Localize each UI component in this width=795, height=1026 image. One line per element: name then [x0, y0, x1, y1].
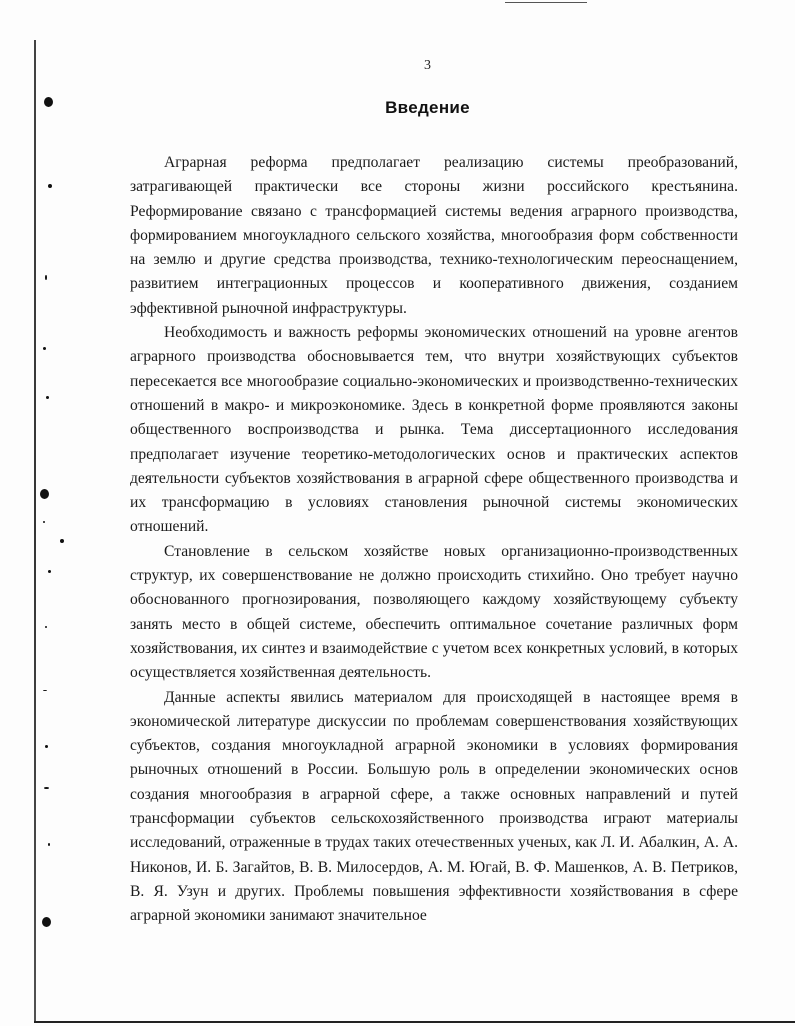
- scan-speck: [43, 690, 47, 691]
- scan-speck: [45, 275, 47, 280]
- paragraph: Необходимость и важность реформы экономических отношений на уровне агентов аграрного производства обосновывается тем, что внутри хозяйствующих субъектов пересекается все многообразие социально-экономических и производственно-технических отношений в макро- и микроэкономике. Здесь в конкретной форме проявляются законы общественного воспроизводства и рынка. Тема диссертационного исследования предполагает изучение теоретико-методологических основ и практических аспектов деятельности субъектов хозяйствования в аграрной сфере общественного производства и их трансформацию в условиях становления рыночной системы экономических отношений.: [130, 324, 738, 536]
- paragraph: Становление в сельском хозяйстве новых организационно-производственных структур, их совершенствование не должно происходить стихийно. Оно требует научно обоснованного прогнозирования, позволяющего каждому хозяйствующему субъекту занять место в общей системе, обеспечить оптимальное сочетание различных форм хозяйствования, их синтез и взаимодействие с учетом всех конкретных условий, в которых осуществляется хозяйственная деятельность.: [130, 542, 738, 682]
- scan-bottom-edge: [34, 1021, 795, 1023]
- scan-speck: [43, 347, 46, 350]
- scan-top-rule: [505, 2, 587, 3]
- scan-speck: [46, 396, 49, 399]
- scan-speck: [42, 917, 51, 927]
- scan-speck: [48, 184, 52, 188]
- body-text: [130, 151, 738, 929]
- scan-speck: [40, 489, 49, 499]
- paragraph: Аграрная реформа предполагает реализацию системы преобразований, затрагивающей практически все стороны жизни российского крестьянина. Реформирование связано с трансформацией системы ведения аграрного производства, формированием многоукладного сельского хозяйства, многообразия форм собственности на землю и другие средства производства, технико-технологическим переоснащением, развитием интеграционных процессов и кооперативного движения, созданием эффективной рыночной инфраструктуры.: [130, 154, 738, 317]
- scan-speck: [60, 539, 64, 543]
- scan-speck: [48, 570, 51, 573]
- section-heading: Введение: [385, 98, 470, 117]
- paragraph: Данные аспекты явились материалом для происходящей в настоящее время в экономической литературе дискуссии по проблемам совершенствования хозяйствующих субъектов, создания многоукладной аграрной экономики в условиях формирования рыночных отношений в России. Большую роль в определении экономических основ создания многообразия в аграрной сфере, а также основных направлений и путей трансформации субъектов сельскохозяйственного производства играют материалы исследований, отраженные в трудах таких отечественных ученых, как Л. И. Абалкин, А. А. Никонов, И. Б. Загайтов, В. В. Милосердов, А. М. Югай, В. Ф. Машенков, А. В. Петриков, В. Я. Узун и других. Проблемы повышения эффективности хозяйствования в сфере аграрной экономики занимают значительное: [130, 688, 738, 925]
- scan-speck: [48, 843, 50, 846]
- scan-left-edge: [34, 40, 36, 1022]
- scan-speck: [43, 521, 45, 523]
- scan-speck: [44, 787, 49, 789]
- scan-speck: [45, 626, 47, 628]
- page-number: 3: [424, 58, 431, 73]
- scan-speck: [45, 745, 48, 748]
